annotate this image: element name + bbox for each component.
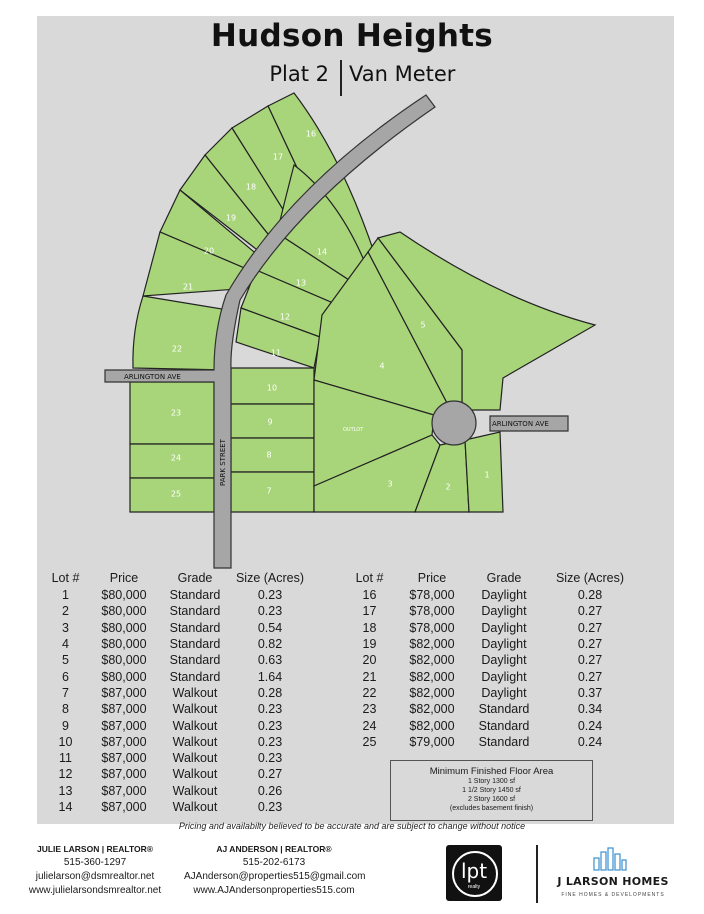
lot-number: 14 — [316, 247, 328, 257]
size-cell: 0.27 — [577, 669, 603, 684]
lot-number-cell: 24 — [362, 718, 377, 733]
grade-cell: Walkout — [172, 702, 218, 717]
contact-card-2 — [184, 842, 364, 898]
lot-number: 21 — [182, 282, 194, 292]
lot-table-right — [347, 569, 644, 750]
contact-website[interactable]: www.AJAndersonproperties515.com — [193, 885, 355, 896]
price-cell: $87,000 — [101, 685, 147, 700]
price-cell: $80,000 — [101, 588, 147, 603]
plat-subtitle: Plat 2 — [269, 62, 329, 86]
table-row — [43, 652, 310, 668]
grade-cell: Daylight — [481, 620, 527, 635]
table-row — [347, 734, 644, 750]
lot-number: 17 — [272, 152, 284, 162]
price-cell: $82,000 — [409, 702, 455, 717]
lot-number: 22 — [171, 344, 183, 354]
grade-cell: Walkout — [172, 718, 218, 733]
grade-cell: Standard — [478, 734, 530, 749]
size-cell: 0.27 — [577, 637, 603, 652]
grade-cell: Walkout — [172, 734, 218, 749]
table-row — [43, 750, 310, 766]
price-cell: $87,000 — [101, 783, 147, 798]
size-cell: 0.28 — [577, 588, 603, 603]
lot-number: 4 — [379, 361, 385, 371]
size-cell: 0.54 — [257, 620, 283, 635]
builder-tagline: FINE HOMES & DEVELOPMENTS — [561, 892, 665, 898]
table-row — [43, 603, 310, 619]
price-cell: $82,000 — [409, 718, 455, 733]
price-cell: $82,000 — [409, 685, 455, 700]
table-row — [43, 701, 310, 717]
lot-number: 2 — [445, 482, 451, 492]
price-cell: $87,000 — [101, 718, 147, 733]
price-cell: $80,000 — [101, 604, 147, 619]
table-header-row — [347, 569, 644, 587]
lot-number-cell: 19 — [362, 637, 377, 652]
lot-number: 20 — [203, 246, 215, 256]
lot-number: 19 — [225, 213, 237, 223]
size-cell: 0.34 — [577, 702, 603, 717]
lot-number: 9 — [267, 417, 273, 427]
size-cell: 0.27 — [577, 604, 603, 619]
table-row — [43, 766, 310, 782]
lot-number: 7 — [266, 486, 272, 496]
lot-number: 3 — [387, 479, 393, 489]
grade-cell: Walkout — [172, 751, 218, 766]
lot-number-cell: 5 — [62, 653, 69, 668]
logo-divider — [536, 845, 538, 903]
lot-number-cell: 17 — [362, 604, 377, 619]
lot-number: 23 — [170, 408, 182, 418]
contact-email[interactable]: julielarson@dsmrealtor.net — [35, 871, 155, 882]
grade-cell: Standard — [169, 669, 221, 684]
price-cell: $80,000 — [101, 669, 147, 684]
size-cell: 0.23 — [257, 800, 283, 814]
lot-number-cell: 20 — [362, 653, 377, 668]
grade-cell: Standard — [169, 588, 221, 603]
grade-cell: Walkout — [172, 685, 218, 700]
col-grade: Grade — [486, 571, 522, 585]
price-cell: $79,000 — [409, 734, 455, 749]
price-cell: $87,000 — [101, 751, 147, 766]
lot-number: 16 — [305, 129, 317, 139]
builder-name: J LARSON HOMES — [557, 875, 669, 888]
lot-number: 8 — [266, 450, 272, 460]
size-cell: 0.82 — [257, 637, 283, 652]
min-floor-area-box — [390, 760, 593, 821]
lot-number-cell: 3 — [62, 620, 69, 635]
lot-number-cell: 16 — [362, 588, 377, 603]
lot-number-cell: 2 — [62, 604, 69, 619]
lot-number-cell: 6 — [62, 669, 69, 684]
size-cell: 0.23 — [257, 588, 283, 603]
cul-de-sac — [432, 401, 476, 445]
table-row — [347, 587, 644, 603]
grade-cell: Standard — [169, 620, 221, 635]
lot-number: 13 — [295, 278, 307, 288]
lot-number: 10 — [266, 383, 278, 393]
lot-table-left — [43, 569, 310, 815]
price-cell: $78,000 — [409, 620, 455, 635]
lot-number: 25 — [170, 489, 182, 499]
price-cell: $82,000 — [409, 653, 455, 668]
table-row — [43, 685, 310, 701]
contact-card-1 — [10, 842, 180, 898]
col-lot: Lot # — [355, 571, 384, 585]
lot-number-cell: 14 — [58, 800, 73, 814]
size-cell: 1.64 — [257, 669, 283, 684]
contact-phone[interactable]: 515-202-6173 — [242, 857, 306, 868]
table-row — [43, 620, 310, 636]
size-cell: 0.23 — [257, 702, 283, 717]
grade-cell: Standard — [478, 702, 530, 717]
col-grade: Grade — [177, 571, 213, 585]
size-cell: 0.24 — [577, 734, 603, 749]
lot-number-cell: 22 — [362, 685, 377, 700]
lot-number-cell: 11 — [59, 751, 72, 766]
grade-cell: Walkout — [172, 783, 218, 798]
table-row — [43, 717, 310, 733]
grade-cell: Standard — [169, 653, 221, 668]
col-size: Size (Acres) — [235, 571, 305, 585]
logo-text: lpt — [460, 859, 488, 883]
disclaimer: Pricing and availabilty believed to be accurate and are subject to change without notice — [178, 821, 526, 831]
size-cell: 0.24 — [577, 718, 603, 733]
table-row — [347, 685, 644, 701]
price-cell: $87,000 — [101, 702, 147, 717]
size-cell: 0.26 — [257, 783, 283, 798]
min-floor-area-line: 1 1/2 Story 1450 sf — [462, 787, 521, 794]
price-cell: $80,000 — [101, 620, 147, 635]
min-floor-area-line: 2 Story 1600 sf — [467, 796, 516, 803]
contact-name: AJ ANDERSON | REALTOR® — [216, 844, 332, 854]
contact-phone[interactable]: 515-360-1297 — [63, 857, 127, 868]
price-cell: $78,000 — [409, 604, 455, 619]
price-cell: $78,000 — [409, 588, 455, 603]
grade-cell: Standard — [478, 718, 530, 733]
arlington-west-label: ARLINGTON AVE — [124, 373, 181, 381]
lot-7[interactable] — [231, 472, 314, 512]
lot-number-cell: 13 — [58, 783, 73, 798]
lot-number-cell: 7 — [62, 685, 69, 700]
lot-number-cell: 23 — [362, 702, 377, 717]
grade-cell: Daylight — [481, 653, 527, 668]
page-title: Hudson Heights — [210, 18, 494, 54]
size-cell: 0.23 — [257, 604, 283, 619]
outlot-label: OUTLOT — [343, 427, 364, 433]
lot-table-left-body — [43, 587, 310, 815]
col-size: Size (Acres) — [555, 571, 625, 585]
lot-number: 1 — [484, 470, 490, 480]
table-row — [347, 603, 644, 619]
table-header-row — [43, 569, 310, 587]
size-cell: 0.23 — [257, 718, 283, 733]
grade-cell: Walkout — [172, 767, 218, 782]
size-cell: 0.23 — [257, 751, 283, 766]
table-row — [43, 636, 310, 652]
lpt-realty-logo — [446, 845, 502, 901]
grade-cell: Standard — [169, 637, 221, 652]
table-row — [347, 620, 644, 636]
grade-cell: Daylight — [481, 669, 527, 684]
lot-number-cell: 4 — [62, 637, 69, 652]
min-floor-area-heading: Minimum Finished Floor Area — [429, 766, 554, 777]
table-row — [347, 701, 644, 717]
arlington-east-label: ARLINGTON AVE — [492, 420, 549, 428]
price-cell: $80,000 — [101, 637, 147, 652]
lot-number-cell: 8 — [62, 702, 69, 717]
contact-name: JULIE LARSON | REALTOR® — [37, 844, 153, 854]
size-cell: 0.27 — [257, 767, 283, 782]
table-row — [43, 734, 310, 750]
price-cell: $87,000 — [101, 767, 147, 782]
col-lot: Lot # — [51, 571, 80, 585]
lot-number: 11 — [270, 348, 282, 358]
grade-cell: Daylight — [481, 685, 527, 700]
lot-number-cell: 9 — [62, 718, 69, 733]
lot-number: 5 — [420, 320, 426, 330]
lot-number-cell: 10 — [58, 734, 73, 749]
table-row — [347, 652, 644, 668]
table-row — [347, 717, 644, 733]
lot-number-cell: 21 — [362, 669, 377, 684]
col-price: Price — [109, 571, 139, 585]
size-cell: 0.63 — [257, 653, 283, 668]
price-cell: $87,000 — [101, 734, 147, 749]
lot-number: 24 — [170, 453, 182, 463]
grade-cell: Standard — [169, 604, 221, 619]
lot-number-cell: 18 — [362, 620, 377, 635]
lot-number-cell: 12 — [58, 767, 73, 782]
size-cell: 0.37 — [577, 685, 603, 700]
contact-website[interactable]: www.julielarsondsmrealtor.net — [28, 885, 162, 896]
lot-number: 12 — [279, 312, 291, 322]
grade-cell: Daylight — [481, 604, 527, 619]
price-cell: $82,000 — [409, 669, 455, 684]
lot-number-cell: 1 — [62, 588, 69, 603]
col-price: Price — [417, 571, 447, 585]
size-cell: 0.23 — [257, 734, 283, 749]
table-row — [347, 668, 644, 684]
price-cell: $87,000 — [101, 800, 147, 814]
logo-subtext: realty — [467, 884, 481, 890]
table-row — [43, 587, 310, 603]
price-cell: $80,000 — [101, 653, 147, 668]
city-subtitle: Van Meter — [349, 62, 456, 86]
lot-table-right-body — [347, 587, 644, 750]
grade-cell: Daylight — [481, 588, 527, 603]
table-row — [347, 636, 644, 652]
size-cell: 0.27 — [577, 620, 603, 635]
city-skyline-icon — [592, 846, 628, 872]
size-cell: 0.28 — [257, 685, 283, 700]
table-row — [43, 799, 310, 815]
lot-number-cell: 25 — [362, 734, 377, 749]
lot-8[interactable] — [231, 438, 314, 472]
table-row — [43, 668, 310, 684]
park-street-label: PARK STREET — [219, 439, 227, 486]
min-floor-area-line: (excludes basement finish) — [449, 805, 534, 812]
grade-cell: Daylight — [481, 637, 527, 652]
lot-number: 18 — [245, 182, 257, 192]
min-floor-area-line: 1 Story 1300 sf — [467, 778, 516, 785]
contact-email[interactable]: AJAnderson@properties515@gmail.com — [184, 871, 366, 882]
price-cell: $82,000 — [409, 637, 455, 652]
size-cell: 0.27 — [577, 653, 603, 668]
table-row — [43, 783, 310, 799]
grade-cell: Walkout — [172, 800, 218, 814]
